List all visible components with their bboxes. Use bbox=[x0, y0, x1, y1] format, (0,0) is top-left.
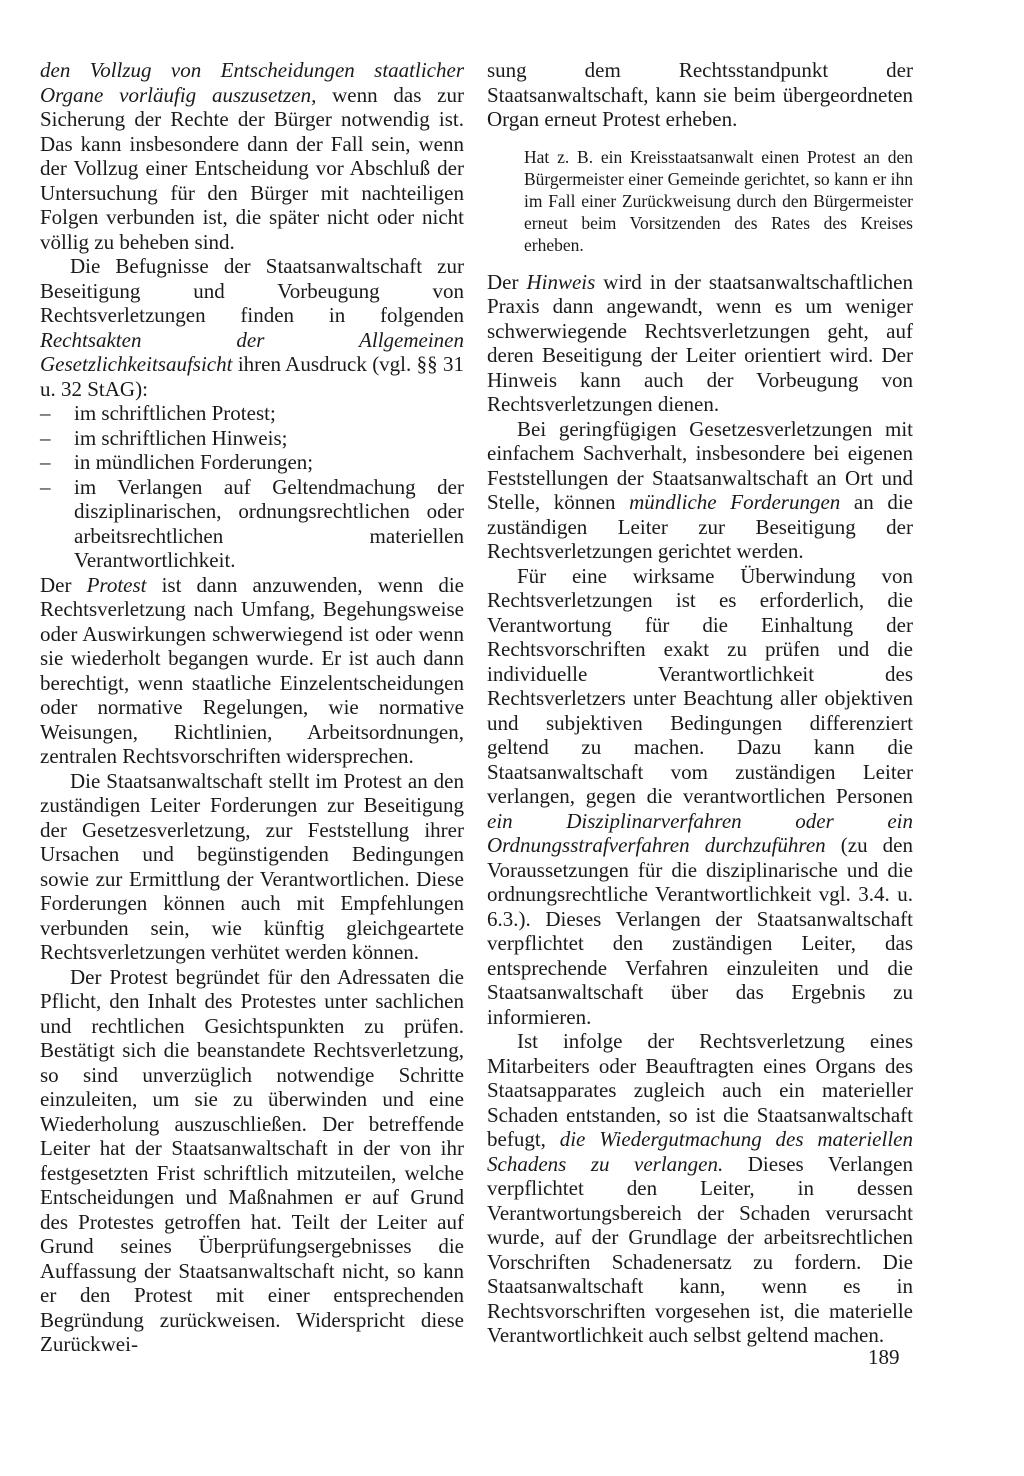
dash-bullet: – bbox=[40, 401, 51, 425]
dash-bullet: – bbox=[40, 425, 51, 450]
example-note: Hat z. B. ein Kreisstaatsanwalt einen Protest an den Bürgermeister einer Gemeinde gerichtet, so kann er ihn im Fall einer Zurückweisung durch den Bürgermeister erneut beim Vorsitzenden des Rates des Kreises erheben. bbox=[524, 146, 913, 255]
paragraph-text: ist dann anzuwenden, wenn die Rechtsverletzung nach Umfang, Begehungsweise oder Auswirkungen schwerwiegend ist oder wenn sie wiederholt begangen wurde. Er ist auch dann berechtigt, wenn staatliche Einzelentscheidungen oder normative Regelungen, wie normative Weisungen, Richtlinien, Arbeitsordnungen, zentralen Rechtsvorschriften widersprechen. bbox=[40, 572, 464, 768]
paragraph bbox=[487, 417, 913, 564]
paragraph bbox=[487, 1029, 913, 1348]
paragraph-text: Für eine wirksame Überwindung von Rechtsverletzungen ist es erforderlich, die Verantwortung für die Einhaltung der Rechtsvorschriften exakt zu prüfen und die individuelle Verantwortlichkeit des Rechtsverletzers unter Beachtung aller objektiven und subjektiven Bedingungen differenziert geltend zu machen. Dazu kann die Staatsanwaltschaft vom zuständigen Leiter verlangen, gegen die verantwortlichen Personen bbox=[487, 563, 913, 808]
italic-phrase: Protest bbox=[86, 572, 147, 597]
paragraph bbox=[40, 573, 464, 769]
paragraph-text: Dieses Verlangen verpflichtet den Leiter, in dessen Verantwortungsbereich der Schaden verursacht wurde, auf der Grundlage der arbeitsrechtlichen Vorschriften Schadenersatz zu fordern. Die Staatsanwaltschaft kann, wenn es in Rechtsvorschriften vorgesehen ist, die materielle Verantwortlichkeit auch selbst geltend machen. bbox=[487, 1151, 913, 1347]
list-item bbox=[40, 426, 464, 451]
paragraph: Die Staatsanwaltschaft stellt im Protest an den zuständigen Leiter Forderungen zur Beseitigung der Gesetzesverletzung, zur Feststellung ihrer Ursachen und begünstigenden Bedingungen sowie zur Ermittlung der Verantwortlichen. Diese Forderungen können auch mit Empfehlungen verbunden sein, wie künftig gleichgeartete Rechtsverletzungen verhütet werden können. bbox=[40, 768, 464, 964]
italic-phrase: den Vollzug von Entscheidungen staatlicher Organe vorläufig auszusetzen, bbox=[40, 58, 464, 107]
left-column bbox=[40, 58, 464, 1357]
paragraph-text: wird in der staatsanwaltschaftlichen Praxis dann angewandt, wenn es um weniger schwerwiegende Rechtsverletzungen geht, auf deren Beseitigung der Leiter orientiert wird. Der Hinweis kann auch der Vorbeugung von Rechtsverletzungen dienen. bbox=[487, 269, 913, 416]
italic-phrase: die Wiedergutmachung des materiellen Schadens zu verlangen. bbox=[487, 1127, 913, 1176]
dash-bullet: – bbox=[40, 474, 51, 499]
list-item bbox=[40, 450, 464, 475]
list-item bbox=[40, 475, 464, 573]
paragraph bbox=[487, 270, 913, 417]
paragraph-text: Der bbox=[40, 572, 87, 597]
list-item-text: in mündlichen Forderungen; bbox=[74, 450, 314, 474]
paragraph-text: (zu den Voraussetzungen für die disziplinarische und die ordnungsrechtliche Verantwortlichkeit vgl. 3.4. u. 6.3.). Dieses Verlangen der Staatsanwaltschaft verpflichtet den zuständigen Leiter, das entsprechende Verfahren einzuleiten und die Staatsanwaltschaft über das Ergebnis zu informieren. bbox=[487, 833, 913, 1029]
page-number: 189 bbox=[868, 1345, 900, 1369]
italic-phrase: Hinweis bbox=[526, 269, 596, 294]
paragraph-text: Die Befugnisse der Staatsanwaltschaft zur Beseitigung und Vorbeugung von Rechtsverletzungen finden in folgenden bbox=[40, 254, 464, 327]
paragraph bbox=[40, 58, 464, 254]
paragraph-text: Der bbox=[487, 269, 527, 294]
italic-phrase: mündliche Forderungen bbox=[629, 490, 841, 514]
paragraph-text: wenn das zur Sicherung der Rechte der Bürger notwendig ist. Das kann insbesondere dann der Fall sein, wenn der Vollzug einer Entscheidung vor Abschluß der Untersuchung für den Bürger mit nachteiligen Folgen verbunden ist, die später nicht oder nicht völlig zu beheben sind. bbox=[40, 82, 464, 254]
legal-acts-list bbox=[40, 401, 464, 573]
italic-phrase: ein Disziplinarverfahren oder ein Ordnungsstrafverfahren durchzuführen bbox=[487, 808, 913, 857]
paragraph bbox=[487, 564, 913, 1030]
dash-bullet: – bbox=[40, 450, 51, 474]
list-item bbox=[40, 401, 464, 426]
right-column bbox=[487, 58, 913, 1348]
paragraph-text: Bei geringfügigen Gesetzesverletzungen mit einfachem Sachverhalt, insbesondere bei eigenen Feststellungen der Staatsanwaltschaft an Ort und Stelle, können bbox=[487, 416, 913, 514]
paragraph-text: an die zuständigen Leiter zur Beseitigung der Rechtsverletzungen gerichtet werden. bbox=[487, 490, 913, 563]
paragraph bbox=[40, 254, 464, 401]
list-item-text: im schriftlichen Hinweis; bbox=[74, 425, 288, 450]
italic-phrase: Rechtsakten der Allgemeinen Gesetzlichkeitsaufsicht bbox=[40, 327, 464, 376]
paragraph: sung dem Rechtsstandpunkt der Staatsanwaltschaft, kann sie beim übergeordneten Organ erneut Protest erheben. bbox=[487, 58, 913, 131]
list-item-text: im schriftlichen Protest; bbox=[74, 401, 276, 425]
paragraph: Der Protest begründet für den Adressaten die Pflicht, den Inhalt des Protestes unter sachlichen und rechtlichen Gesichtspunkten zu prüfen. Bestätigt sich die beanstandete Rechtsverletzung, so sind unverzüglich notwendige Schritte einzuleiten, um sie zu überwinden und eine Wiederholung auszuschließen. Der betreffende Leiter hat der Staatsanwaltschaft in der von ihr festgesetzten Frist schriftlich mitzuteilen, welche Entscheidungen und Maßnahmen er auf Grund des Protestes getroffen hat. Teilt der Leiter auf Grund seines Überprüfungsergebnisses die Auffassung der Staatsanwaltschaft nicht, so kann er den Protest mit einer entsprechenden Begründung zurückweisen. Widerspricht diese Zurückwei- bbox=[40, 964, 464, 1356]
list-item-text: im Verlangen auf Geltendmachung der disziplinarischen, ordnungsrechtlichen oder arbeitsrechtlichen materiellen Verantwortlichkeit. bbox=[74, 474, 464, 572]
paragraph-text: Ist infolge der Rechtsverletzung eines Mitarbeiters oder Beauftragten eines Organs des Staatsapparates zugleich auch ein materieller Schaden entstanden, so ist die Staatsanwaltschaft befugt, bbox=[487, 1029, 913, 1151]
paragraph-text: ihren Ausdruck (vgl. §§ 31 u. 32 StAG): bbox=[40, 352, 464, 401]
